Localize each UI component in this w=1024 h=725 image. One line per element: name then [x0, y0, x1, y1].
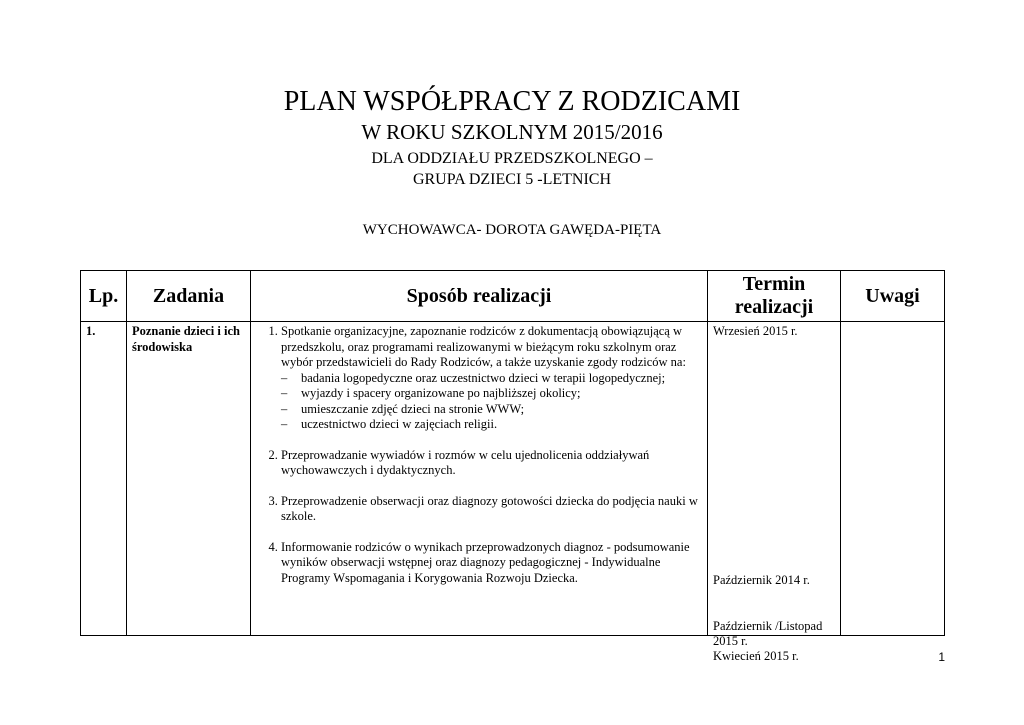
method-item-text: Spotkanie organizacyjne, zapoznanie rodziców z dokumentacją obowiązującą w przedszkolu, oraz programami realizowanymi w bieżącym roku szkolnym oraz wybór przedstawicieli do Rady Rodziców, a także uzyskanie zgody rodziców na:: [281, 324, 686, 369]
column-header-lp: Lp.: [81, 271, 127, 322]
term-cell: [708, 322, 841, 663]
column-header-notes: Uwagi: [841, 271, 945, 322]
term-april: Kwiecień 2015 r.: [713, 649, 799, 663]
teacher-line: WYCHOWAWCA- DOROTA GAWĘDA-PIĘTA: [362, 222, 662, 238]
method-item: [281, 540, 702, 587]
consent-sublist: [281, 371, 702, 433]
column-header-method: Sposób realizacji: [251, 271, 708, 322]
task-name: Poznanie dzieci i ich środowiska: [127, 322, 251, 636]
table-header-row: [81, 271, 945, 322]
consent-subitem: – uczestnictwo dzieci w zajęciach religii.: [301, 417, 702, 433]
method-list: [256, 324, 702, 586]
method-item-text: Przeprowadzenie obserwacji oraz diagnozy gotowości dziecka do podjęcia nauki w szkole.: [281, 493, 698, 523]
method-item: [281, 448, 702, 479]
page-number: 1: [938, 650, 945, 664]
consent-subitem: – wyjazdy i spacery organizowane po najbliższej okolicy;: [301, 386, 702, 402]
row-number: 1.: [81, 322, 127, 636]
term-october-november: Październik /Listopad: [713, 619, 823, 633]
column-header-term: Termin realizacji: [708, 271, 841, 322]
group-line: GRUPA DZIECI 5 -LETNICH: [412, 171, 612, 188]
school-year-subtitle: W ROKU SZKOLNYM 2015/2016: [361, 120, 663, 144]
method-cell: [251, 322, 708, 636]
page-title: PLAN WSPÓŁPRACY Z RODZICAMI: [283, 86, 741, 117]
notes-cell: [841, 322, 945, 636]
method-item: [281, 494, 702, 525]
table-row: [81, 322, 945, 636]
method-item: [281, 324, 702, 433]
column-header-tasks: Zadania: [127, 271, 251, 322]
term-year: 2015 r.: [713, 634, 748, 648]
method-item-text: Informowanie rodziców o wynikach przeprowadzonych diagnoz - podsumowanie wyników obserwacji wstępnej oraz diagnozy pedagogicznej - Indywidualne Programy Wspomagania i Korygowania Rozwoju Dziecka.: [281, 539, 690, 585]
term-october: Październik 2014 r.: [713, 573, 810, 587]
cooperation-plan-table: [80, 270, 945, 663]
consent-subitem: – badania logopedyczne oraz uczestnictwo dzieci w terapii logopedycznej;: [301, 371, 702, 387]
department-line: DLA ODDZIAŁU PRZEDSZKOLNEGO –: [371, 150, 653, 167]
consent-subitem: – umieszczanie zdjęć dzieci na stronie WWW;: [301, 402, 702, 418]
method-item-text: Przeprowadzanie wywiadów i rozmów w celu ujednolicenia oddziaływań wychowawczych i dydaktycznych.: [281, 447, 650, 477]
term-september: Wrzesień 2015 r.: [713, 324, 798, 338]
